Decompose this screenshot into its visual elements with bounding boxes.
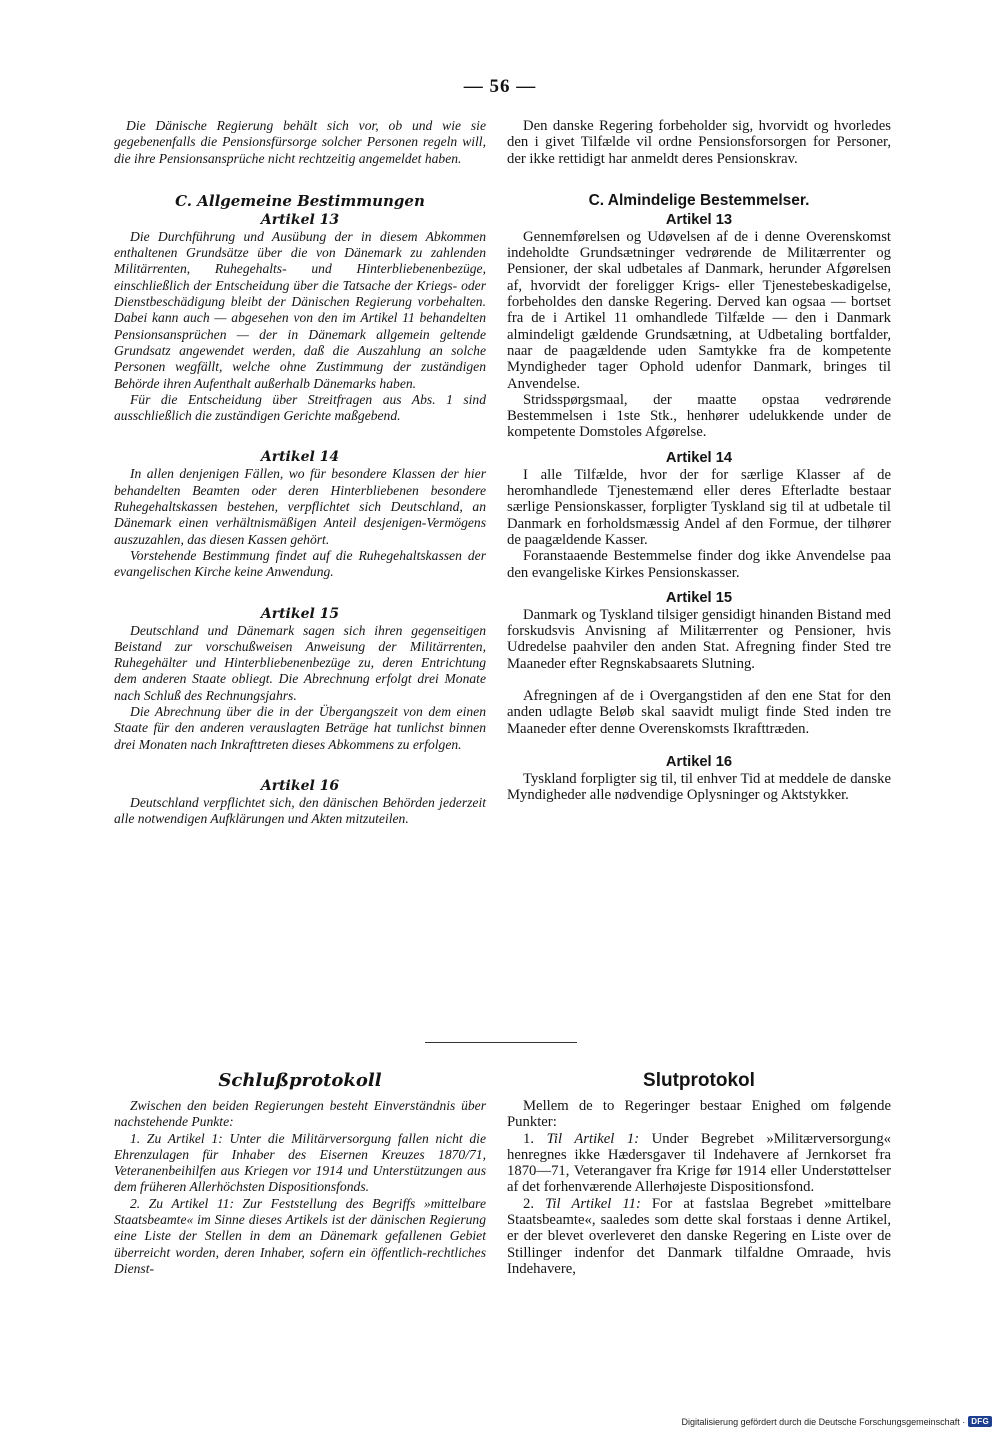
german-section-c-heading: C. Allgemeine Bestimmungen [175, 191, 425, 210]
danish-protocol-column [507, 1068, 891, 1277]
danish-article-13-paragraph-2: Stridsspørgsmaal, der maatte opstaa vedrørende Bestemmelsen i 1ste Stk., henhører udelukkende under de kompetente Domstoles Afgørelse. [507, 391, 891, 441]
danish-article-15-heading: Artikel 15 [665, 589, 733, 606]
page-number: — 56 — [463, 76, 537, 97]
danish-intro: Den danske Regering forbeholder sig, hvorvidt og hvorledes den i givet Tilfælde vil ordne Pensionsforsorgen for Personer, der ikke rettidigt har anmeldt deres Pensionskrav. [507, 118, 891, 167]
danish-protocol-paragraph-3-reference: Til Artikel 11: [545, 1195, 641, 1212]
german-protocol-paragraph-2: 1. Zu Artikel 1: Unter die Militärversorgung fallen nicht die Ehrenzulagen für Inhaber des Eisernen Kreuzes 1870/71, Veteranenbeihilfen aus Kriegen vor 1914 und Unterstützungen aus dem früheren Allerhöchsten Dispositionsfonds. [114, 1130, 486, 1195]
danish-protocol-paragraph-3 [507, 1196, 891, 1277]
danish-article-16-paragraph-1: Tyskland forpligter sig til, til enhver Tid at meddele de danske Myndigheder alle nødvendige Oplysninger og Aktstykker. [507, 770, 891, 804]
german-article-16-paragraph-1: Deutschland verpflichtet sich, den dänischen Behörden jederzeit alle notwendigen Aufklärungen und Akten mitzuteilen. [114, 794, 486, 827]
german-column [114, 118, 486, 828]
danish-article-15-paragraph-1: Danmark og Tyskland tilsiger gensidigt hinanden Bistand med forskudsvis Anvisning af Militærrenter og Pensioner, hvis Udredelse paahviler den anden Stat. Afregning finder Sted tre Maaneder efter Regnskabsaarets Slutning. [507, 606, 891, 672]
danish-article-13-heading: Artikel 13 [665, 211, 733, 228]
danish-article-16-heading: Artikel 16 [665, 753, 733, 770]
danish-protocol-paragraph-3-number: 2. [523, 1195, 535, 1212]
danish-section-c-heading: C. Almindelige Bestemmelser. [588, 191, 810, 209]
german-protocol-paragraph-1: Zwischen den beiden Regierungen besteht Einverständnis über nachstehende Punkte: [114, 1098, 486, 1130]
danish-protocol-paragraph-3-text: For at fastslaa Begrebet »mittelbare Staatsbeamte«, saaledes som dette skal forstaas i denne Artikel, er der blevet overleveret den danske Regering en Liste over de Stillinger indenfor det Danmark tilfaldne Omraade, hvis Indehavere, [507, 1195, 892, 1277]
german-article-13-paragraph-1: Die Durchführung und Ausübung der in diesem Abkommen enthaltenen Grundsätze über die von Dänemark zu zahlenden Militärrenten, Ruhegehalts- und Hinterbliebenenbezüge, einschließlich der Entscheidung über die Tatsache der Kriegs- oder Dienstbeschädigung bleibt der Dänischen Regierung vorbehalten. Dabei kann auch — abgesehen von den im Artikel 11 behandelten Pensionsansprüchen — der in Dänemark allgemein geltende Grundsatz angewendet werden, daß die Auszahlung an solche Personen wegfällt, welche ohne Zustimmung der zuständigen Behörde ihren Aufenthalt außerhalb Dänemarks haben. [114, 228, 486, 391]
german-article-13-paragraph-2: Für die Entscheidung über Streitfragen aus Abs. 1 sind ausschließlich die zuständigen Gerichte maßgebend. [114, 391, 486, 424]
danish-article-14-heading: Artikel 14 [665, 449, 733, 466]
german-article-16-heading: Artikel 16 [260, 777, 340, 794]
danish-article-14-paragraph-1: I alle Tilfælde, hvor der for særlige Klasser af de heromhandlede Tjenestemænd eller deres Efterladte bestaar særlige Pensionskasser, forpligter Tyskland sig til at udbetale til Danmark en forholdsmæssig Andel af den Formue, der tilhører de paagældende Kasser. [507, 466, 891, 548]
german-protocol-heading: Schlußprotokoll [218, 1070, 382, 1091]
german-article-14-heading: Artikel 14 [260, 449, 340, 466]
footer-text: Digitalisierung gefördert durch die Deutsche Forschungsgemeinschaft · [681, 1416, 966, 1427]
danish-protocol-paragraph-1: Mellem de to Regeringer bestaar Enighed om følgende Punkter: [507, 1098, 891, 1131]
danish-article-13-paragraph-1: Gennemførelsen og Udøvelsen af de i denne Overenskomst indeholdte Grundsætninger vedrørende de Militærrenter og Pensioner, der skal udbetales af Danmark, herunder Afgørelsen af, hvorvidt der foreligger Krigs- eller Tjenestebeskadigelse, forbeholdes den danske Regering. Derved kan ogsaa — bortset fra de i Artikel 11 omhandlede Tilfælde — den i Danmark almindeligt gældende Grundsætning, at Udbetaling bortfalder, naar de paagældende uden Samtykke fra de kompetente Myndigheder tager Ophold udenfor Danmark, bringes til Anvendelse. [507, 228, 891, 392]
german-article-14-paragraph-1: In allen denjenigen Fällen, wo für besondere Klassen der hier behandelten Beamten oder deren Hinterbliebenen besondere Ruhegehaltskassen bestehen, verpflichtet sich Deutschland, an Dänemark einen verhältnismäßigen Anteil desjenigen-Vermögens auszuzahlen, das diesen Kassen gehört. [114, 466, 486, 547]
danish-protocol-paragraph-2-text: Under Begrebet »Militærversorgung« henregnes ikke Hædersgaver til Indehavere af Jernkorset fra 1870—71, Veterangaver fra Krige før 1914 eller Understøttelser af det forhenværende Allerhøjeste Dispositionsfond. [507, 1130, 892, 1196]
danish-protocol-paragraph-2-number: 1. [523, 1130, 535, 1147]
dfg-logo: DFG [968, 1416, 992, 1427]
danish-protocol-paragraph-2 [507, 1131, 891, 1196]
digitization-footer [682, 1416, 992, 1427]
german-article-15-heading: Artikel 15 [260, 605, 340, 622]
german-protocol-column [114, 1068, 486, 1277]
german-article-14-paragraph-2: Vorstehende Bestimmung findet auf die Ruhegehaltskassen der evangelischen Kirche keine Anwendung. [114, 547, 486, 580]
german-protocol-paragraph-3: 2. Zu Artikel 11: Zur Feststellung des Begriffs »mittelbare Staatsbeamte« im Sinne dieses Artikels ist der dänischen Regierung eine Liste der Stellen in dem an Dänemark gefallenen Gebiet überreicht worden, deren Inhaber, sofern ein öffentlich-rechtliches Dienst- [114, 1195, 486, 1276]
danish-protocol-heading: Slutprotokol [643, 1070, 755, 1091]
german-article-13-heading: Artikel 13 [260, 211, 340, 228]
danish-article-15-paragraph-2: Afregningen af de i Overgangstiden af den ene Stat for den anden udlagte Beløb skal saavidt muligt finde Sted inden tre Maaneder efter denne Overenskomsts Ikrafttræden. [507, 688, 891, 737]
german-article-15-paragraph-2: Die Abrechnung über die in der Übergangszeit von dem einen Staate für den anderen verauslagten Beträge hat tunlichst binnen drei Monaten nach Inkrafttreten dieses Abkommens zu erfolgen. [114, 704, 486, 752]
section-divider [425, 1042, 577, 1043]
german-intro: Die Dänische Regierung behält sich vor, ob und wie sie gegebenenfalls die Pensionsfürsorge solcher Personen regeln will, die ihre Pensionsansprüche nicht rechtzeitig angemeldet haben. [114, 118, 486, 166]
german-article-15-paragraph-1: Deutschland und Dänemark sagen sich ihren gegenseitigen Beistand zur vorschußweisen Anweisung der Militärrenten, Ruhegehälter und Hinterbliebenenbezüge zu, deren Entrichtung dem anderen Staate obliegt. Die Abrechnung erfolgt drei Monate nach Schluß des Rechnungsjahrs. [114, 622, 486, 703]
danish-column [507, 118, 891, 804]
danish-article-14-paragraph-2: Foranstaaende Bestemmelse finder dog ikke Anvendelse paa den evangeliske Kirkes Pensionskasser. [507, 548, 891, 581]
danish-protocol-paragraph-2-reference: Til Artikel 1: [546, 1130, 640, 1147]
